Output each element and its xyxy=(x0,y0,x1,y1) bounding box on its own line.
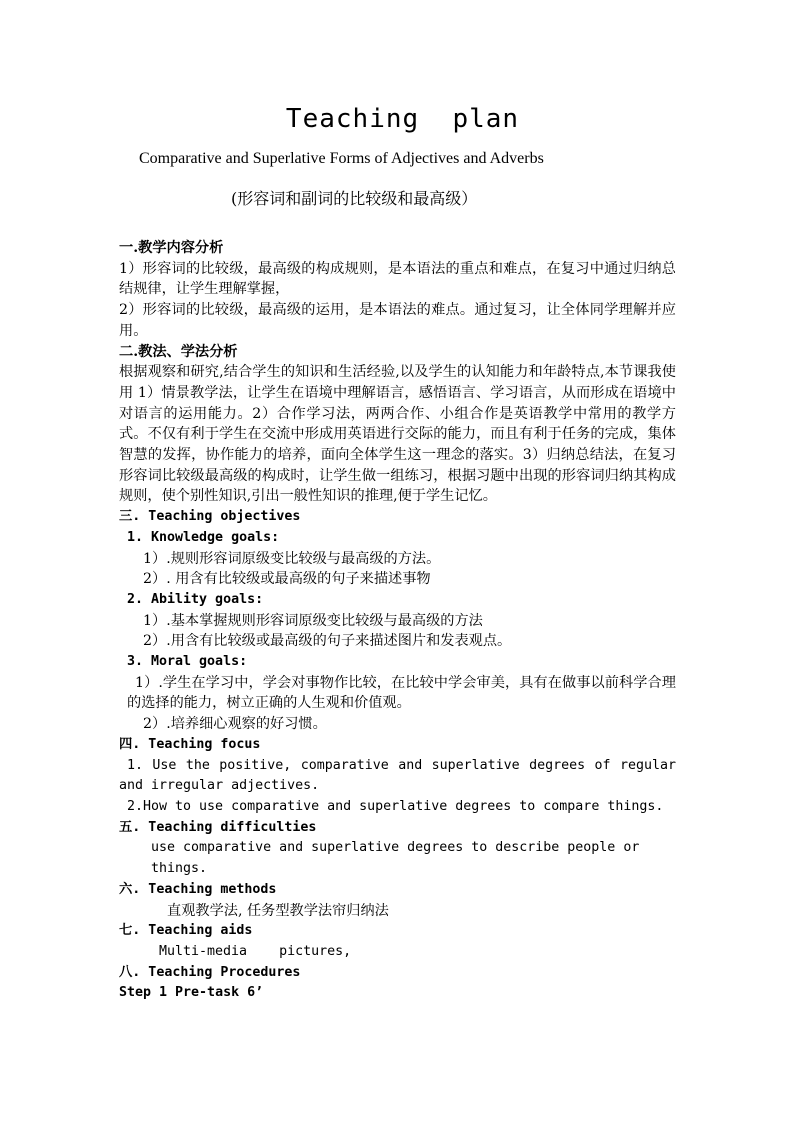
document-body xyxy=(119,100,676,1004)
section-1-paragraph-2: 2）形容词的比较级，最高级的运用，是本语法的难点。通过复习，让全体同学理解并应用。 xyxy=(119,302,676,339)
section-1-paragraph-1: 1）形容词的比较级，最高级的构成规则，是本语法的重点和难点，在复习中通过归纳总结规律，让学生理解掌握， xyxy=(119,260,676,298)
section-2-heading: 二.教法、学法分析 xyxy=(119,343,238,360)
section-5-heading: 五. Teaching difficulties xyxy=(119,819,317,835)
section-7-heading: 七. Teaching aids xyxy=(119,923,253,939)
knowledge-goal-2: 2）. 用含有比较级或最高级的句子来描述事物 xyxy=(143,571,431,588)
knowledge-goals-heading: 1. Knowledge goals: xyxy=(127,529,280,545)
teaching-aids-text: Multi-media pictures, xyxy=(159,943,352,959)
step-1-heading: Step 1 Pre-task 6’ xyxy=(119,985,264,1001)
moral-goals-heading: 3. Moral goals: xyxy=(127,654,248,670)
section-2-paragraph: 根据观察和研究,结合学生的知识和生活经验,以及学生的认知能力和年龄特点,本节课我使用 1）情景教学法，让学生在语境中理解语言，感悟语言、学习语言，从而形成在语境中对语言的运用能力。2）合作学习法，两两合作、小组合作是英语教学中常用的教学方式。不仅有利于学生在交流中形成用英语进行交际的能力，而且有利于任务的完成，集体智慧的发挥，协作能力的培养，面向全体学生这一理念的落实。3）归纳总结法，在复习形容词比较级最高级的构成时，让学生做一组练习，根据习题中出现的形容词归纳其构成规则，使个别性知识,引出一般性知识的推理,便于学生记忆。 xyxy=(119,364,676,505)
teaching-difficulties-text: use comparative and superlative degrees to describe people or things. xyxy=(151,840,640,877)
page-subtitle-chinese: (形容词和副词的比较级和最高级） xyxy=(231,189,478,208)
ability-goals-heading: 2. Ability goals: xyxy=(127,591,264,607)
moral-goal-1: 1）.学生在学习中，学会对事物作比较，在比较中学会审美，具有在做事以前科学合理的选择的能力，树立正确的人生观和价值观。 xyxy=(127,674,676,712)
teaching-methods-text: 直观教学法, 任务型教学法帘归纳法 xyxy=(167,902,389,919)
spacer xyxy=(119,212,676,238)
ability-goal-2: 2）.用含有比较级或最高级的句子来描述图片和发表观点。 xyxy=(143,633,512,650)
ability-goal-1: 1）.基本掌握规则形容词原级变比较级与最高级的方法 xyxy=(143,612,483,629)
section-8-heading: 八. Teaching Procedures xyxy=(119,964,301,980)
moral-goal-2: 2）.培养细心观察的好习惯。 xyxy=(143,716,327,733)
section-6-heading: 六. Teaching methods xyxy=(119,881,277,897)
knowledge-goal-1: 1）.规则形容词原级变比较级与最高级的方法。 xyxy=(143,550,441,567)
teaching-focus-2: 2.How to use comparative and superlative degrees to compare things. xyxy=(127,798,664,814)
page-title: Teaching plan xyxy=(285,104,520,134)
section-4-heading: 四. Teaching focus xyxy=(119,736,261,752)
section-3-heading: 三. Teaching objectives xyxy=(119,509,301,525)
section-1-heading: 一.教学内容分析 xyxy=(119,240,224,256)
page-subtitle: Comparative and Superlative Forms of Adjectives and Adverbs xyxy=(139,150,544,167)
teaching-focus-1: 1. Use the positive, comparative and superlative degrees of regular and irregular adjectives. xyxy=(119,757,676,794)
